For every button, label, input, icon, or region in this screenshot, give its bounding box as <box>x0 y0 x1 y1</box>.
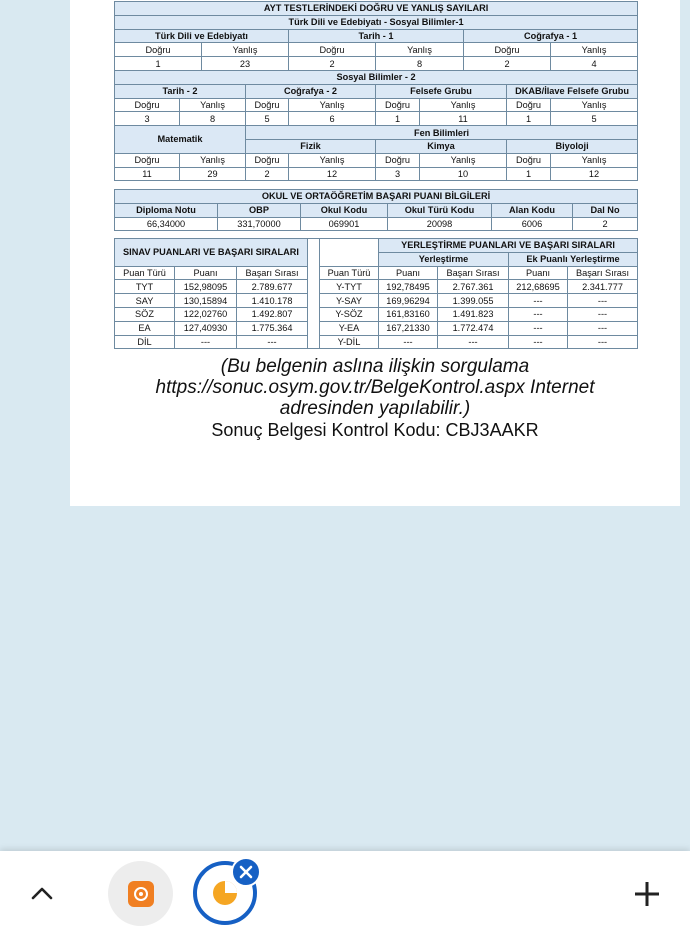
blank-cell <box>320 239 379 267</box>
cell-basari-sirasi: 1.491.823 <box>438 307 509 321</box>
fen-title: Fen Bilimleri <box>246 126 638 140</box>
sinav-title: SINAV PUANLARI VE BAŞARI SIRALARI <box>115 239 308 267</box>
cell-ek-basari-sirasi: 2.341.777 <box>568 280 638 294</box>
value-cell: 6 <box>289 112 376 126</box>
table-row <box>320 321 638 335</box>
col-yanlis: Yanlış <box>180 153 246 167</box>
value-cell: 2 <box>289 57 376 71</box>
sub-yerlestirme: Yerleştirme <box>379 252 509 266</box>
subject-tarih2: Tarih - 2 <box>115 84 246 98</box>
col-yanlis: Yanlış <box>420 153 507 167</box>
table-row <box>320 307 638 321</box>
col-dogru: Doğru <box>376 98 420 112</box>
col-yanlis: Yanlış <box>551 153 638 167</box>
value-cell: 12 <box>289 167 376 181</box>
ayt-title: AYT TESTLERİNDEKİ DOĞRU VE YANLIŞ SAYILARI <box>115 2 638 16</box>
value-cell: 8 <box>376 57 464 71</box>
expand-up-button[interactable] <box>24 875 60 911</box>
tab-osym[interactable] <box>108 861 173 926</box>
okul-title: OKUL VE ORTAÖĞRETİM BAŞARI PUANI BİLGİLERİ <box>115 190 638 204</box>
value-cell: 5 <box>246 112 289 126</box>
header-basari-sirasi: Başarı Sırası <box>237 266 308 280</box>
cell-basari-sirasi: --- <box>438 335 509 349</box>
subject-kimya: Kimya <box>376 139 507 153</box>
verification-note <box>70 356 680 441</box>
table-separator <box>307 238 319 349</box>
value-cell: 11 <box>420 112 507 126</box>
subject-fizik: Fizik <box>246 139 376 153</box>
cell-ek-basari-sirasi: --- <box>568 335 638 349</box>
col-dogru: Doğru <box>246 98 289 112</box>
subject-cografya1: Coğrafya - 1 <box>464 29 638 43</box>
cell-ek-puani: --- <box>509 335 568 349</box>
control-code: Sonuç Belgesi Kontrol Kodu: CBJ3AAKR <box>211 420 539 440</box>
header-puan-turu: Puan Türü <box>320 266 379 280</box>
cell-puan-turu: SÖZ <box>115 307 175 321</box>
group2-title: Sosyal Bilimler - 2 <box>115 70 638 84</box>
cell-puan-turu: EA <box>115 321 175 335</box>
yerlestirme-puanlari-table <box>319 238 638 349</box>
subject-tarih1: Tarih - 1 <box>289 29 464 43</box>
cell-basari-sirasi: 1.775.364 <box>237 321 308 335</box>
header-okul-turu-kodu: Okul Türü Kodu <box>388 203 492 217</box>
cell-basari-sirasi: 1.410.178 <box>237 294 308 308</box>
note-line-1: (Bu belgenin aslına ilişkin sorgulama <box>220 356 530 377</box>
col-yanlis: Yanlış <box>420 98 507 112</box>
cell-ek-puani: --- <box>509 321 568 335</box>
cell-basari-sirasi: 1.399.055 <box>438 294 509 308</box>
col-dogru: Doğru <box>289 43 376 57</box>
value-cell: 1 <box>507 112 551 126</box>
col-dogru: Doğru <box>115 153 180 167</box>
col-yanlis: Yanlış <box>289 98 376 112</box>
cell-basari-sirasi: 2.789.677 <box>237 280 308 294</box>
col-dogru: Doğru <box>246 153 289 167</box>
header-dal-no: Dal No <box>573 203 638 217</box>
cell-puan-turu: Y-TYT <box>320 280 379 294</box>
table-row <box>320 335 638 349</box>
table-row <box>115 321 308 335</box>
header-obp: OBP <box>218 203 301 217</box>
value-cell: 20098 <box>388 217 492 231</box>
cell-basari-sirasi: 2.767.361 <box>438 280 509 294</box>
group1-title: Türk Dili ve Edebiyatı - Sosyal Bilimler-1 <box>115 15 638 29</box>
cell-ek-puani: --- <box>509 307 568 321</box>
cell-puan-turu: Y-DİL <box>320 335 379 349</box>
cell-puani: 122,02760 <box>175 307 237 321</box>
ayt-results-table <box>114 1 638 181</box>
header-diploma-notu: Diploma Notu <box>115 203 218 217</box>
value-cell: 23 <box>202 57 289 71</box>
value-cell: 10 <box>420 167 507 181</box>
subject-matematik: Matematik <box>115 126 246 154</box>
col-dogru: Doğru <box>507 153 551 167</box>
value-cell: 3 <box>115 112 180 126</box>
col-yanlis: Yanlış <box>180 98 246 112</box>
subject-dkab: DKAB/İlave Felsefe Grubu <box>507 84 638 98</box>
value-cell: 8 <box>180 112 246 126</box>
col-dogru: Doğru <box>376 153 420 167</box>
plus-icon <box>633 880 661 908</box>
cell-basari-sirasi: --- <box>237 335 308 349</box>
cell-basari-sirasi: 1.492.807 <box>237 307 308 321</box>
value-cell: 2 <box>573 217 638 231</box>
cell-puan-turu: DİL <box>115 335 175 349</box>
subject-edebiyat: Türk Dili ve Edebiyatı <box>115 29 289 43</box>
cell-puan-turu: SAY <box>115 294 175 308</box>
col-yanlis: Yanlış <box>376 43 464 57</box>
close-tab-button[interactable] <box>231 857 261 887</box>
col-dogru: Doğru <box>115 98 180 112</box>
cell-puan-turu: TYT <box>115 280 175 294</box>
cell-puan-turu: Y-SÖZ <box>320 307 379 321</box>
col-dogru: Doğru <box>464 43 551 57</box>
value-cell: 29 <box>180 167 246 181</box>
col-yanlis: Yanlış <box>289 153 376 167</box>
cell-puani: 130,15894 <box>175 294 237 308</box>
header-ek-puani: Puanı <box>509 266 568 280</box>
value-cell: 11 <box>115 167 180 181</box>
header-puani: Puanı <box>175 266 237 280</box>
cell-ek-puani: --- <box>509 294 568 308</box>
cell-puani: 161,83160 <box>379 307 438 321</box>
header-puani: Puanı <box>379 266 438 280</box>
cell-puani: 192,78495 <box>379 280 438 294</box>
cell-puani: --- <box>379 335 438 349</box>
chevron-up-icon <box>30 885 54 901</box>
table-row <box>115 294 308 308</box>
cell-basari-sirasi: 1.772.474 <box>438 321 509 335</box>
table-row <box>115 307 308 321</box>
value-cell: 6006 <box>492 217 573 231</box>
cell-ek-basari-sirasi: --- <box>568 307 638 321</box>
yerlestirme-title: YERLEŞTİRME PUANLARI VE BAŞARI SIRALARI <box>379 239 638 253</box>
cell-puan-turu: Y-SAY <box>320 294 379 308</box>
col-yanlis: Yanlış <box>202 43 289 57</box>
header-puan-turu: Puan Türü <box>115 266 175 280</box>
table-row <box>320 280 638 294</box>
cell-puani: 169,96294 <box>379 294 438 308</box>
cell-ek-basari-sirasi: --- <box>568 321 638 335</box>
subject-biyoloji: Biyoloji <box>507 139 638 153</box>
value-cell: 1 <box>115 57 202 71</box>
cell-ek-basari-sirasi: --- <box>568 294 638 308</box>
value-cell: 1 <box>507 167 551 181</box>
loading-pie-icon <box>211 879 239 907</box>
new-tab-button[interactable] <box>628 875 666 913</box>
table-row <box>115 280 308 294</box>
value-cell: 331,70000 <box>218 217 301 231</box>
value-cell: 66,34000 <box>115 217 218 231</box>
note-url-line[interactable]: https://sonuc.osym.gov.tr/BelgeKontrol.aspx Internet <box>155 377 595 398</box>
value-cell: 4 <box>551 57 638 71</box>
sub-ek-puanli: Ek Puanlı Yerleştirme <box>509 252 638 266</box>
cell-puani: --- <box>175 335 237 349</box>
subject-felsefe: Felsefe Grubu <box>376 84 507 98</box>
value-cell: 1 <box>376 112 420 126</box>
osym-app-icon <box>127 880 155 908</box>
header-alan-kodu: Alan Kodu <box>492 203 573 217</box>
cell-puan-turu: Y-EA <box>320 321 379 335</box>
value-cell: 069901 <box>301 217 388 231</box>
close-icon <box>239 865 253 879</box>
value-cell: 2 <box>464 57 551 71</box>
value-cell: 5 <box>551 112 638 126</box>
cell-puani: 152,98095 <box>175 280 237 294</box>
header-okul-kodu: Okul Kodu <box>301 203 388 217</box>
sinav-puanlari-table <box>114 238 308 349</box>
col-dogru: Doğru <box>507 98 551 112</box>
subject-cografya2: Coğrafya - 2 <box>246 84 376 98</box>
cell-puani: 167,21330 <box>379 321 438 335</box>
okul-obp-table <box>114 189 638 231</box>
cell-puani: 127,40930 <box>175 321 237 335</box>
header-ek-basari-sirasi: Başarı Sırası <box>568 266 638 280</box>
col-yanlis: Yanlış <box>551 98 638 112</box>
table-row <box>115 335 308 349</box>
value-cell: 2 <box>246 167 289 181</box>
cell-ek-puani: 212,68695 <box>509 280 568 294</box>
value-cell: 12 <box>551 167 638 181</box>
tab-switcher-bar <box>0 851 690 935</box>
note-line-3: adresinden yapılabilir.) <box>279 398 471 419</box>
value-cell: 3 <box>376 167 420 181</box>
col-yanlis: Yanlış <box>551 43 638 57</box>
col-dogru: Doğru <box>115 43 202 57</box>
table-row <box>320 294 638 308</box>
header-basari-sirasi: Başarı Sırası <box>438 266 509 280</box>
